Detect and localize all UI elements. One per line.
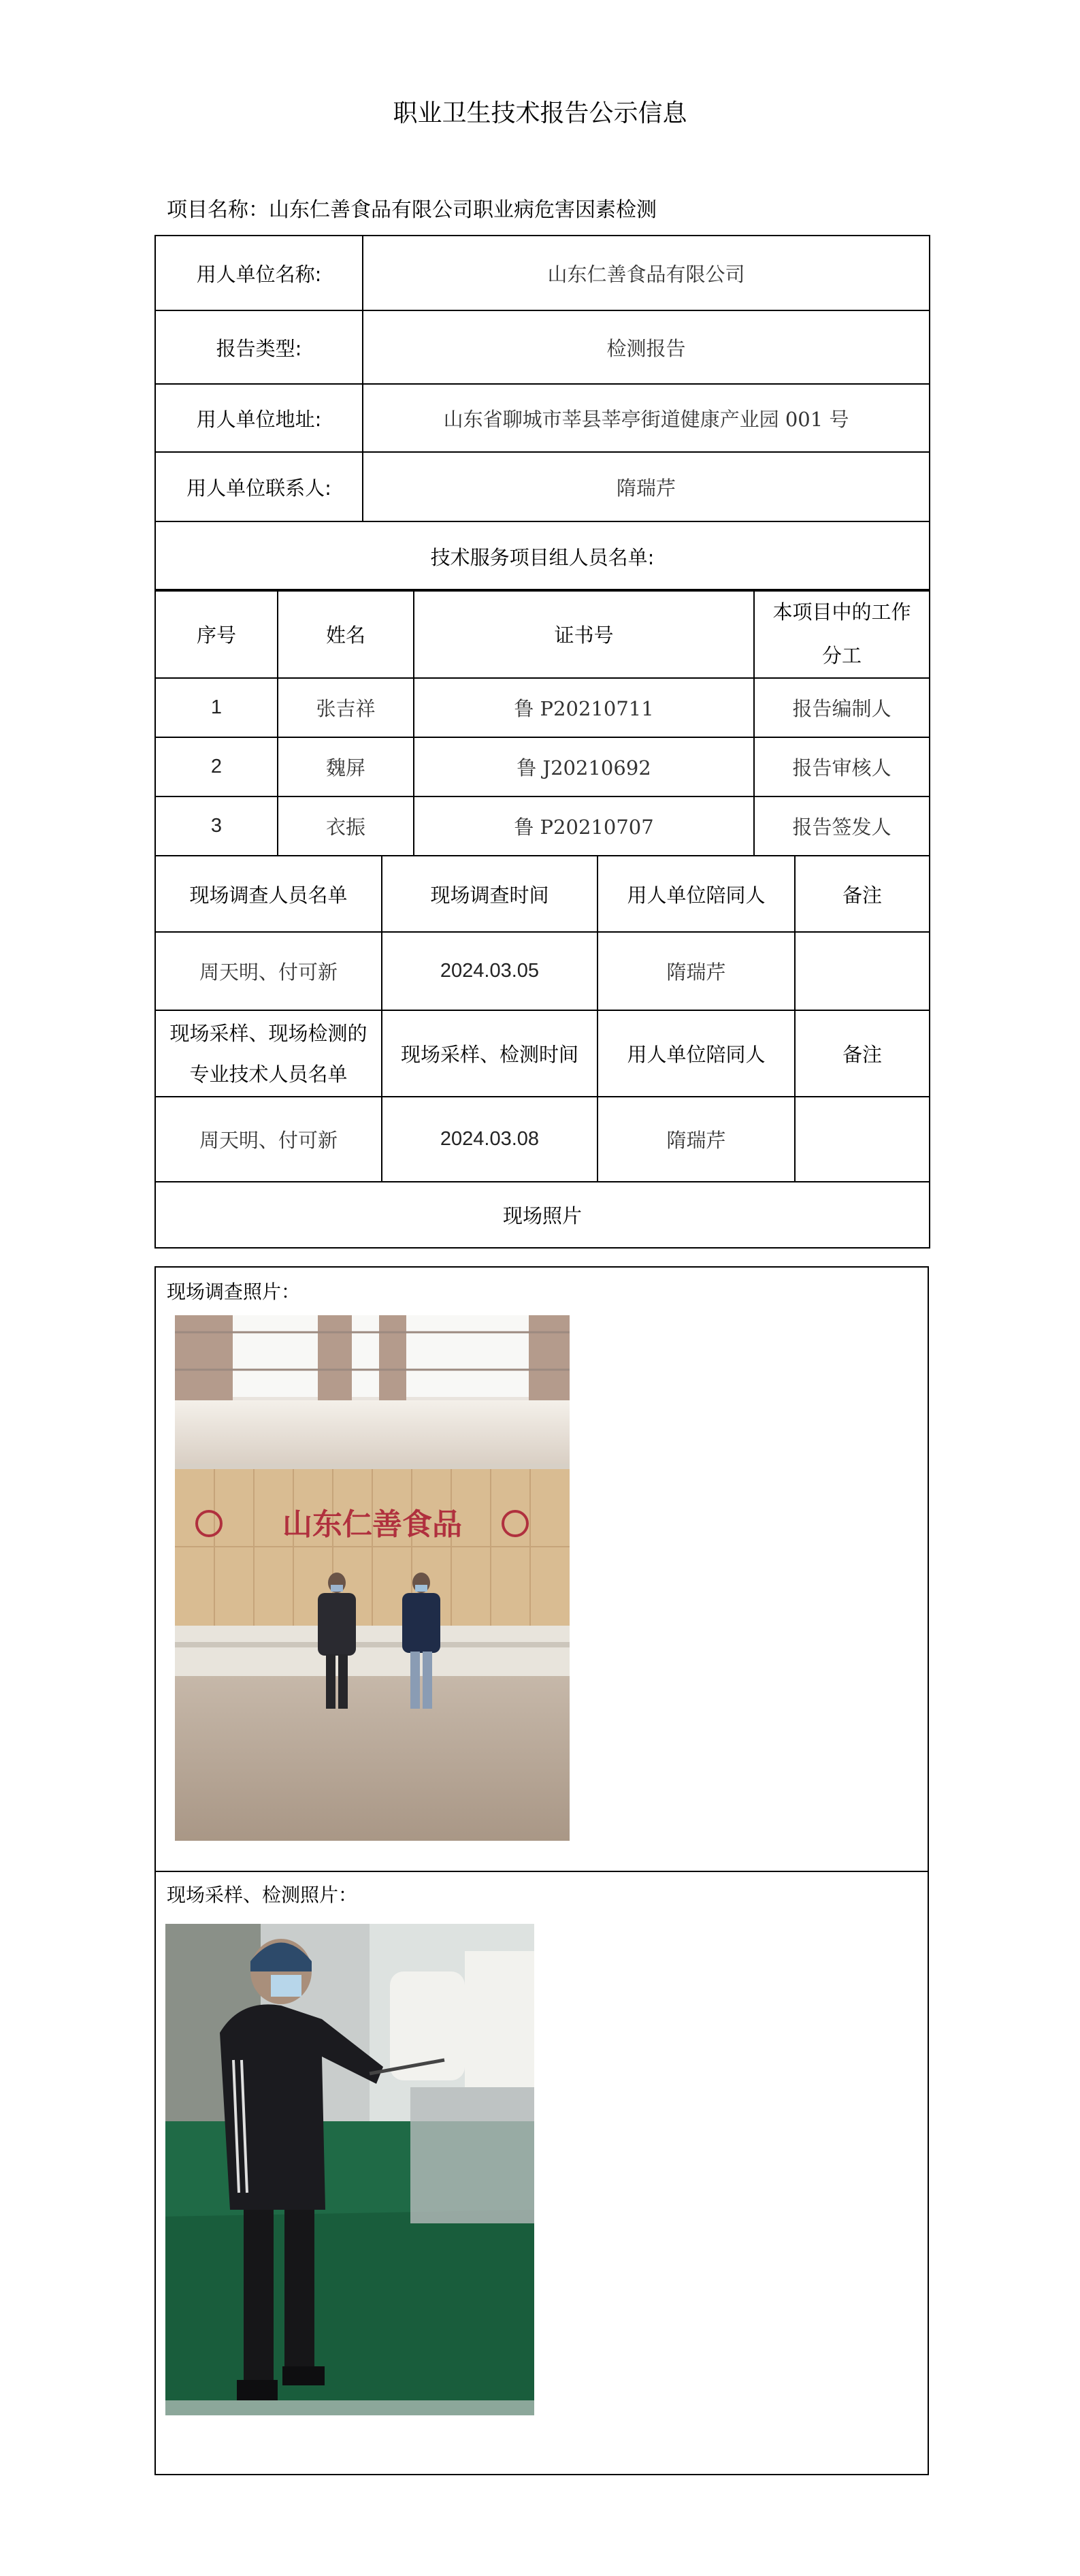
team-row (155, 796, 930, 856)
survey-note (795, 932, 930, 1010)
sampling-header: 用人单位陪同人 (598, 1010, 795, 1097)
team-header: 姓名 (278, 590, 414, 678)
info-table (154, 235, 930, 592)
info-label: 用人单位地址: (155, 384, 363, 452)
sampling-header: 现场采样、现场检测的专业技术人员名单 (155, 1010, 382, 1097)
survey-header: 用人单位陪同人 (598, 856, 795, 932)
info-value: 山东仁善食品有限公司 (363, 236, 930, 310)
team-heading: 技术服务项目组人员名单: (155, 521, 930, 591)
team-role: 报告编制人 (754, 678, 930, 737)
info-value: 检测报告 (363, 310, 930, 384)
sampling-header: 现场采样、检测时间 (382, 1010, 598, 1097)
team-name: 魏屏 (278, 737, 414, 796)
sampling-photo-label: 现场采样、检测照片： (167, 1884, 358, 1906)
sampling-companion: 隋瑞芹 (598, 1097, 795, 1182)
team-row (155, 737, 930, 796)
info-label: 用人单位名称: (155, 236, 363, 310)
info-row (155, 310, 930, 384)
info-row (155, 452, 930, 521)
team-role: 报告签发人 (754, 796, 930, 856)
info-row (155, 384, 930, 452)
survey-header: 现场调查时间 (382, 856, 598, 932)
sampling-staff: 周天明、付可新 (155, 1097, 382, 1182)
survey-time: 2024.03.05 (382, 932, 598, 1010)
team-name: 张吉祥 (278, 678, 414, 737)
team-no: 3 (155, 796, 278, 856)
survey-photo (175, 1315, 570, 1841)
team-header-row (155, 590, 930, 678)
team-no: 2 (155, 737, 278, 796)
sampling-photo-section (154, 1871, 929, 2475)
survey-staff: 周天明、付可新 (155, 932, 382, 1010)
sampling-note (795, 1097, 930, 1182)
info-label: 用人单位联系人: (155, 452, 363, 521)
wall-sign-text: 山东仁善食品 (282, 1507, 462, 1542)
sampling-header: 备注 (795, 1010, 930, 1097)
info-value: 隋瑞芹 (363, 452, 930, 521)
survey-header: 现场调查人员名单 (155, 856, 382, 932)
team-header: 本项目中的工作分工 (754, 590, 930, 678)
survey-header: 备注 (795, 856, 930, 932)
info-row (155, 236, 930, 310)
survey-companion: 隋瑞芹 (598, 932, 795, 1010)
survey-header-row (155, 856, 930, 932)
team-name: 衣振 (278, 796, 414, 856)
survey-photo-label: 现场调查照片： (167, 1281, 301, 1303)
team-no: 1 (155, 678, 278, 737)
info-value: 山东省聊城市莘县莘亭街道健康产业园 001 号 (363, 384, 930, 452)
team-row (155, 678, 930, 737)
team-role: 报告审核人 (754, 737, 930, 796)
team-header: 序号 (155, 590, 278, 678)
team-cert: 鲁 P20210711 (414, 678, 754, 737)
team-table (154, 589, 930, 856)
document-title: 职业卫生技术报告公示信息 (393, 99, 687, 127)
survey-table (154, 855, 930, 1249)
team-cert: 鲁 P20210707 (414, 796, 754, 856)
photos-heading: 现场照片 (155, 1182, 930, 1248)
info-label: 报告类型: (155, 310, 363, 384)
sampling-time: 2024.03.08 (382, 1097, 598, 1182)
team-cert: 鲁 J20210692 (414, 737, 754, 796)
survey-row (155, 932, 930, 1010)
sampling-header-row (155, 1010, 930, 1097)
sampling-photo (165, 1924, 534, 2415)
team-header: 证书号 (414, 590, 754, 678)
survey-photo-section (154, 1266, 929, 1872)
sampling-row (155, 1097, 930, 1182)
project-name: 项目名称：山东仁善食品有限公司职业病危害因素检测 (167, 198, 657, 222)
